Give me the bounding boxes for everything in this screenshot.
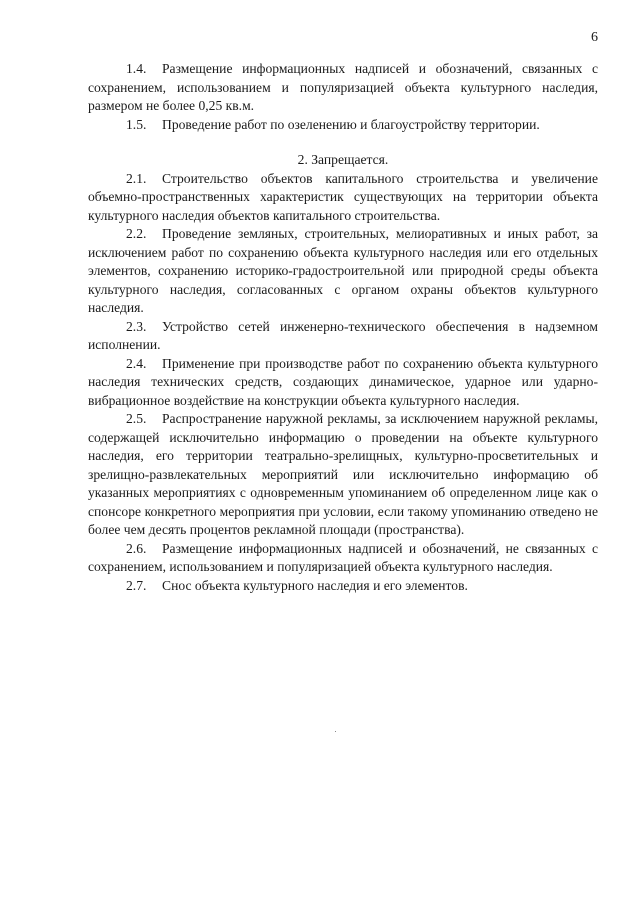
clause-2-3	[88, 318, 598, 355]
clause-number: 2.7.	[126, 577, 147, 593]
page-number: 6	[591, 30, 598, 45]
clause-text: Снос объекта культурного наследия и его элементов.	[162, 577, 468, 593]
clause-2-1	[88, 170, 598, 226]
clause-1-5	[88, 116, 598, 135]
clause-number: 2.2.	[126, 226, 147, 241]
clause-text: Распространение наружной рекламы, за исключением наружной рекламы, содержащей исключительно информацию о проведении на объекте культурного наследия, его территории театрально-зрелищных, культурно-просветительных и зрелищно-развлекательных мероприятий или исключительно информацию об указанных мероприятиях с одновременным упоминанием об определенном лице как о спонсоре конкретного мероприятия при условии, если такому упоминанию отведено не более чем десять процентов рекламной площади (пространства).	[88, 411, 598, 537]
clause-1-4	[88, 60, 598, 116]
clause-text: Применение при производстве работ по сохранению объекта культурного наследия технических средств, создающих динамическое, ударное или ударно-вибрационное воздействие на конструкции объекта культурного наследия.	[88, 355, 598, 408]
clause-number: 2.5.	[126, 411, 147, 426]
clause-text: Размещение информационных надписей и обозначений, не связанных с сохранением, использованием и популяризацией объекта культурного наследия.	[88, 540, 598, 574]
clause-number: 2.4.	[126, 355, 147, 371]
clause-2-4	[88, 355, 598, 411]
clause-text: Проведение земляных, строительных, мелиоративных и иных работ, за исключением работ по сохранению объекта культурного наследия или его отдельных элементов, сохранению историко-градостроительной или природной среды объекта культурного наследия, согласованных с органом охраны объектов культурного наследия.	[88, 226, 598, 315]
clause-text: Строительство объектов капитального строительства и увеличение объемно-пространственных характеристик существующих на территории объекта культурного наследия объектов капитального строительства.	[88, 170, 598, 223]
clause-number: 2.6.	[126, 540, 147, 556]
document-body	[88, 60, 598, 595]
clause-2-6	[88, 540, 598, 577]
clause-number: 1.4.	[126, 61, 147, 76]
clause-number: 2.3.	[126, 318, 147, 334]
clause-text: Устройство сетей инженерно-технического обеспечения в надземном исполнении.	[88, 318, 598, 352]
clause-2-5	[88, 410, 598, 540]
clause-number: 2.1.	[126, 170, 147, 186]
clause-text: Проведение работ по озеленению и благоустройству территории.	[162, 116, 540, 132]
clause-2-2	[88, 225, 598, 318]
clause-number: 1.5.	[126, 116, 147, 132]
scan-artifact	[335, 731, 336, 732]
section-2-title: 2. Запрещается.	[297, 152, 389, 167]
clause-2-7	[88, 577, 598, 596]
clause-text: Размещение информационных надписей и обозначений, связанных с сохранением, использованием и популяризацией объекта культурного наследия, размером не более 0,25 кв.м.	[88, 61, 598, 113]
